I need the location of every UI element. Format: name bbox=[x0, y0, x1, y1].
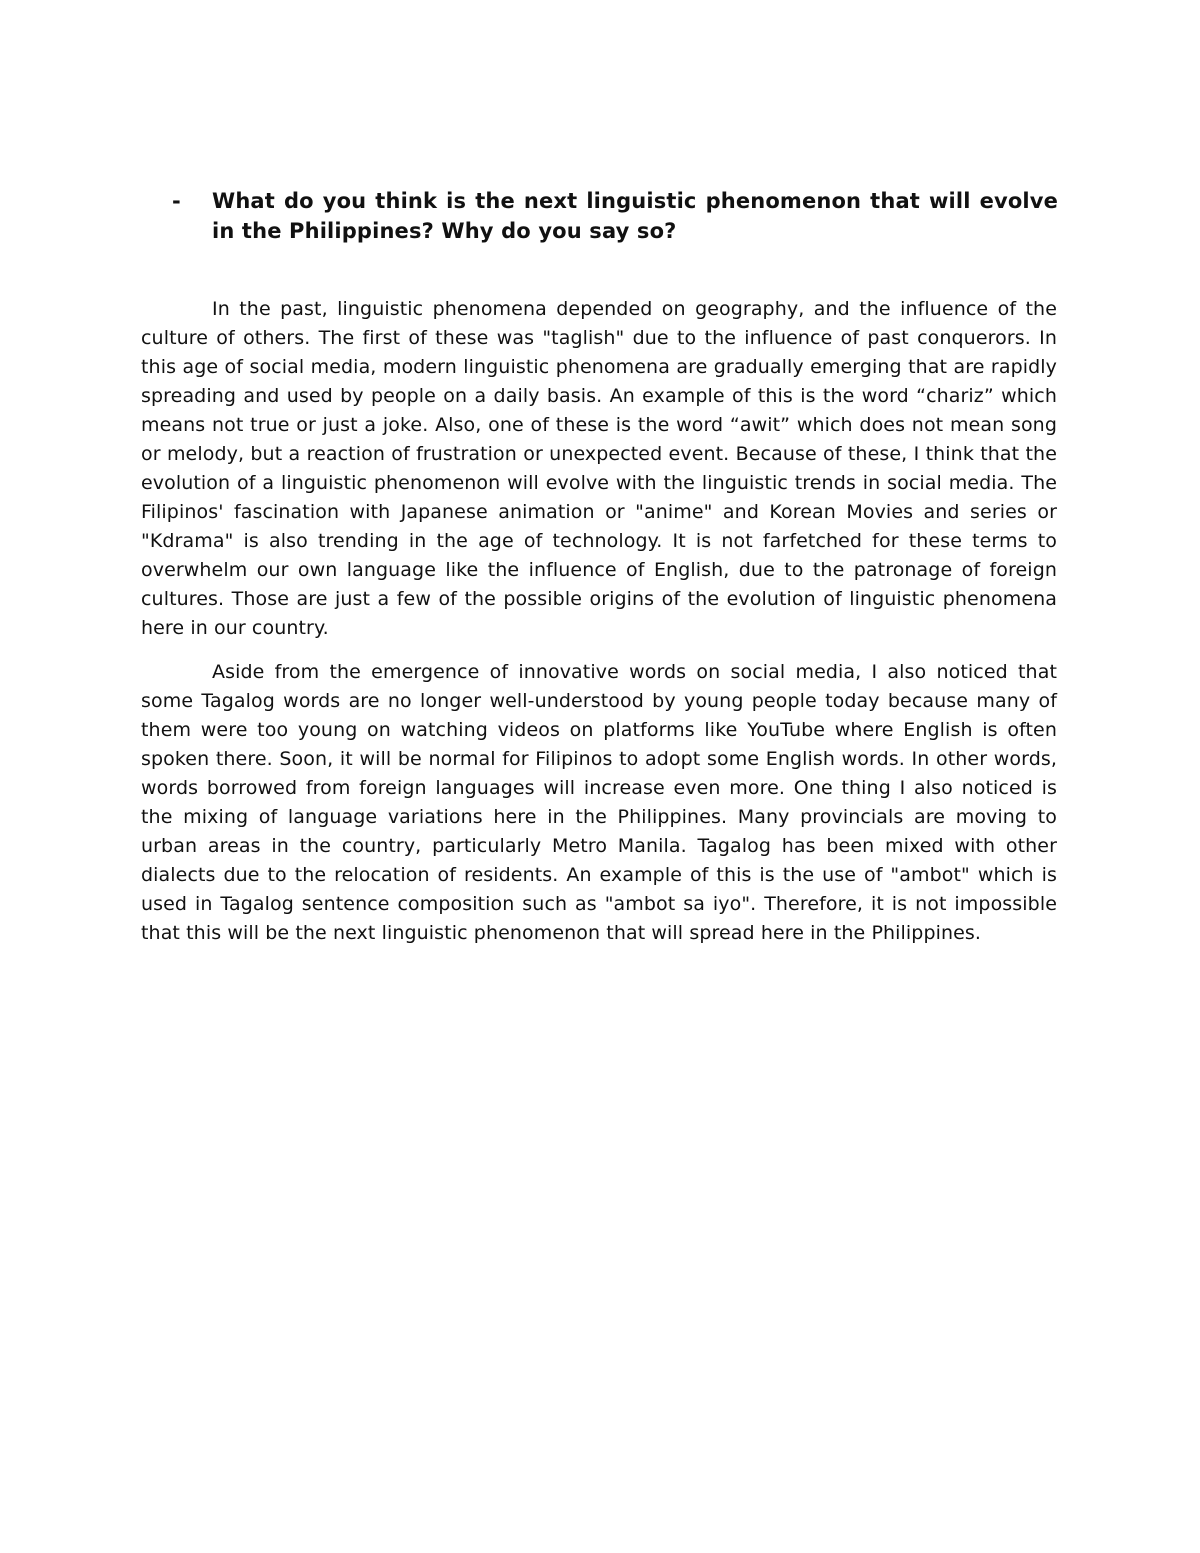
question-bullet: - bbox=[172, 189, 181, 213]
essay-paragraph-1: In the past, linguistic phenomena depended on geography, and the influence of the culture of others. The first of these was "taglish" due to the influence of past conquerors. In this age of social media, modern linguistic phenomena are gradually emerging that are rapidly spreading and used by people on a daily basis. An example of this is the word “chariz” which means not true or just a joke. Also, one of these is the word “awit” which does not mean song or melody, but a reaction of frustration or unexpected event. Because of these, I think that the evolution of a linguistic phenomenon will evolve with the linguistic trends in social media. The Filipinos' fascination with Japanese animation or "anime" and Korean Movies and series or "Kdrama" is also trending in the age of technology. It is not farfetched for these terms to overwhelm our own language like the influence of English, due to the patronage of foreign cultures. Those are just a few of the possible origins of the evolution of linguistic phenomena here in our country. bbox=[141, 298, 1057, 639]
question-text: What do you think is the next linguistic phenomenon that will evolve in the Philippines? Why do you say so? bbox=[212, 189, 1058, 243]
question-heading bbox=[172, 186, 1058, 246]
essay-paragraph-2: Aside from the emergence of innovative words on social media, I also noticed that some Tagalog words are no longer well-understood by young people today because many of them were too young on watching videos on platforms like YouTube where English is often spoken there. Soon, it will be normal for Filipinos to adopt some English words. In other words, words borrowed from foreign languages will increase even more. One thing I also noticed is the mixing of language variations here in the Philippines. Many provincials are moving to urban areas in the country, particularly Metro Manila. Tagalog has been mixed with other dialects due to the relocation of residents. An example of this is the use of "ambot" which is used in Tagalog sentence composition such as "ambot sa iyo". Therefore, it is not impossible that this will be the next linguistic phenomenon that will spread here in the Philippines. bbox=[141, 661, 1057, 944]
essay-body bbox=[141, 295, 1057, 963]
